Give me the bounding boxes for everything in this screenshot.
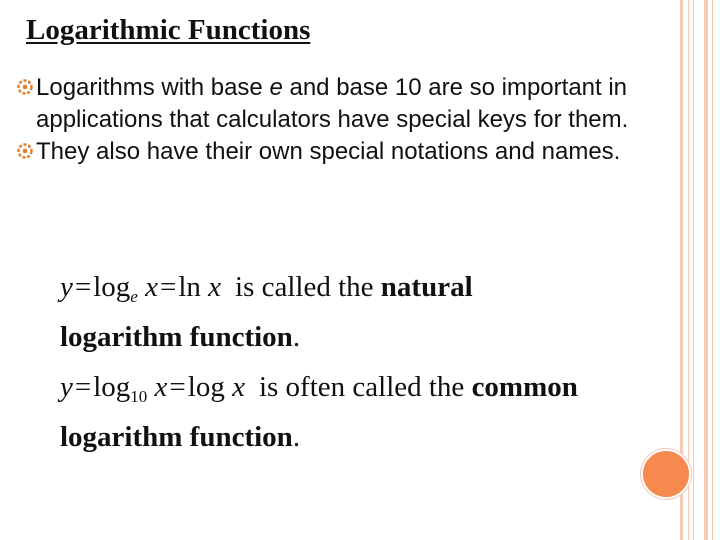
bullet-list: [16, 72, 656, 168]
math-func: ln: [178, 271, 201, 303]
math-var: y: [60, 371, 73, 403]
bullet-item: [16, 136, 656, 168]
formula-period: .: [292, 421, 301, 453]
common-log-equation: $y=\log_{10}$ x=log x: [60, 371, 245, 406]
formula-line-common: [60, 362, 680, 412]
slide-title: Logarithmic Functions: [26, 14, 311, 46]
formula-text: is often called the: [258, 371, 472, 403]
math-var: x: [232, 371, 245, 403]
formula-line-common-cont: [60, 412, 680, 462]
bullet-text: [36, 136, 656, 168]
decorative-rail: [693, 0, 694, 540]
math-var: x: [145, 271, 158, 303]
bullet-icon: [16, 78, 34, 96]
bullet-text-part: They also have their own special notations and names.: [36, 138, 621, 165]
formula-line-natural-cont: [60, 312, 680, 362]
math-base: e: [130, 287, 138, 306]
decorative-rail: [688, 0, 689, 540]
math-var: y: [60, 271, 73, 303]
math-var: x: [208, 271, 222, 303]
math-var: x: [154, 371, 168, 403]
bullet-icon: [16, 142, 34, 160]
formula-text: is called the: [235, 271, 381, 303]
formula-period: .: [292, 321, 301, 353]
formula-bold-term: natural: [380, 271, 473, 303]
math-func: log: [93, 371, 131, 403]
decorative-rail: [712, 0, 713, 540]
formula-bold-term: common: [471, 371, 578, 403]
bullet-text-part: and base 10 are so important in applications that calculators have special keys for them.: [36, 74, 629, 133]
math-func: log: [93, 271, 131, 303]
math-func: log: [187, 371, 225, 403]
formula-line-natural: [60, 262, 680, 312]
math-base: 10: [130, 387, 148, 406]
decorative-rail: [704, 0, 708, 540]
formula-bold-term: logarithm function: [60, 321, 293, 353]
bullet-text: [36, 72, 656, 136]
bullet-text-italic: e: [269, 74, 283, 101]
formula-block: [60, 262, 680, 462]
bullet-item: [16, 72, 656, 136]
natural-log-equation: $y=\log_e$ x=ln x: [60, 271, 222, 306]
bullet-text-part: Logarithms with base: [36, 74, 270, 101]
formula-bold-term: logarithm function: [60, 421, 293, 453]
